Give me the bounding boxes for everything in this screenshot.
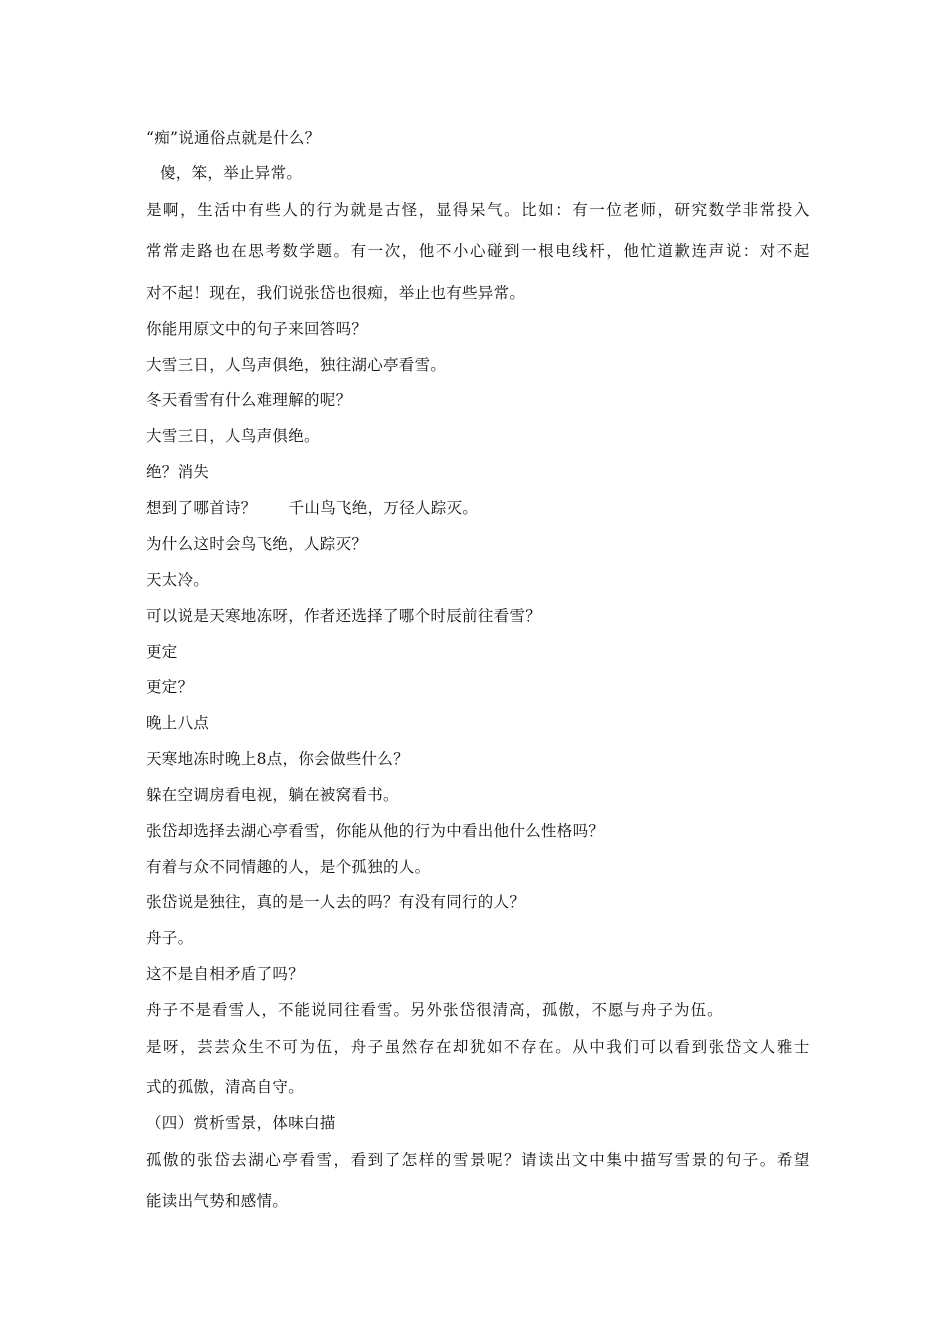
answer-line: 晚上八点 [146, 714, 210, 732]
answer-line: 大雪三日，人鸟声俱绝，独往湖心亭看雪。 [146, 356, 447, 374]
question-line: 张岱却选择去湖心亭看雪，你能从他的行为中看出他什么性格吗？ [146, 822, 605, 840]
answer-line: 绝？消失 [146, 463, 210, 481]
answer-line: 舟子不是看雪人，不能说同往看雪。另外张岱很清高，孤傲，不愿与舟子为伍。 [146, 1001, 724, 1019]
question-line: 可以说是天寒地冻呀，作者还选择了哪个时辰前往看雪？ [146, 607, 542, 625]
answer-line: 有着与众不同情趣的人，是个孤独的人。 [146, 858, 431, 876]
paragraph-line: 式的孤傲，清高自守。 [146, 1078, 305, 1096]
question-line: 你能用原文中的句子来回答吗？ [146, 320, 368, 338]
question-line: 更定？ [146, 678, 194, 696]
answer-line: 更定 [146, 643, 178, 661]
question-line: 张岱说是独往，真的是一人去的吗？有没有同行的人？ [146, 893, 526, 911]
answer-line: 天太冷。 [146, 571, 210, 589]
section-heading: （四）赏析雪景，体味白描 [146, 1114, 336, 1132]
question-line: 冬天看雪有什么难理解的呢？ [146, 391, 352, 409]
paragraph-line: 是啊，生活中有些人的行为就是古怪，显得呆气。比如：有一位老师，研究数学非常投入 [146, 201, 811, 219]
poem-question: 想到了哪首诗？ [146, 499, 257, 517]
question-line: “痴”说通俗点就是什么？ [146, 129, 321, 147]
paragraph-line: 能读出气势和感情。 [146, 1192, 289, 1210]
answer-line: 躲在空调房看电视，躺在被窝看书。 [146, 786, 399, 804]
question-line: 天寒地冻时晚上8点，你会做些什么？ [146, 750, 409, 768]
poem-answer: 千山鸟飞绝，万径人踪灭。 [288, 499, 479, 517]
paragraph-line: 是呀，芸芸众生不可为伍，舟子虽然存在却犹如不存在。从中我们可以看到张岱文人雅士 [146, 1038, 811, 1056]
answer-line: 大雪三日，人鸟声俱绝。 [146, 427, 320, 445]
question-line: 为什么这时会鸟飞绝，人踪灭？ [146, 535, 368, 553]
paragraph-line: 常常走路也在思考数学题。有一次，他不小心碰到一根电线杆，他忙道歉连声说：对不起 [146, 242, 811, 260]
paragraph-line: 对不起！现在，我们说张岱也很痴，举止也有些异常。 [146, 284, 526, 302]
answer-line: 傻，笨，举止异常。 [160, 164, 303, 182]
answer-line: 舟子。 [146, 929, 194, 947]
poem-line [146, 498, 478, 518]
paragraph-line: 孤傲的张岱去湖心亭看雪，看到了怎样的雪景呢？请读出文中集中描写雪景的句子。希望 [146, 1151, 811, 1169]
question-line: 这不是自相矛盾了吗？ [146, 965, 305, 983]
